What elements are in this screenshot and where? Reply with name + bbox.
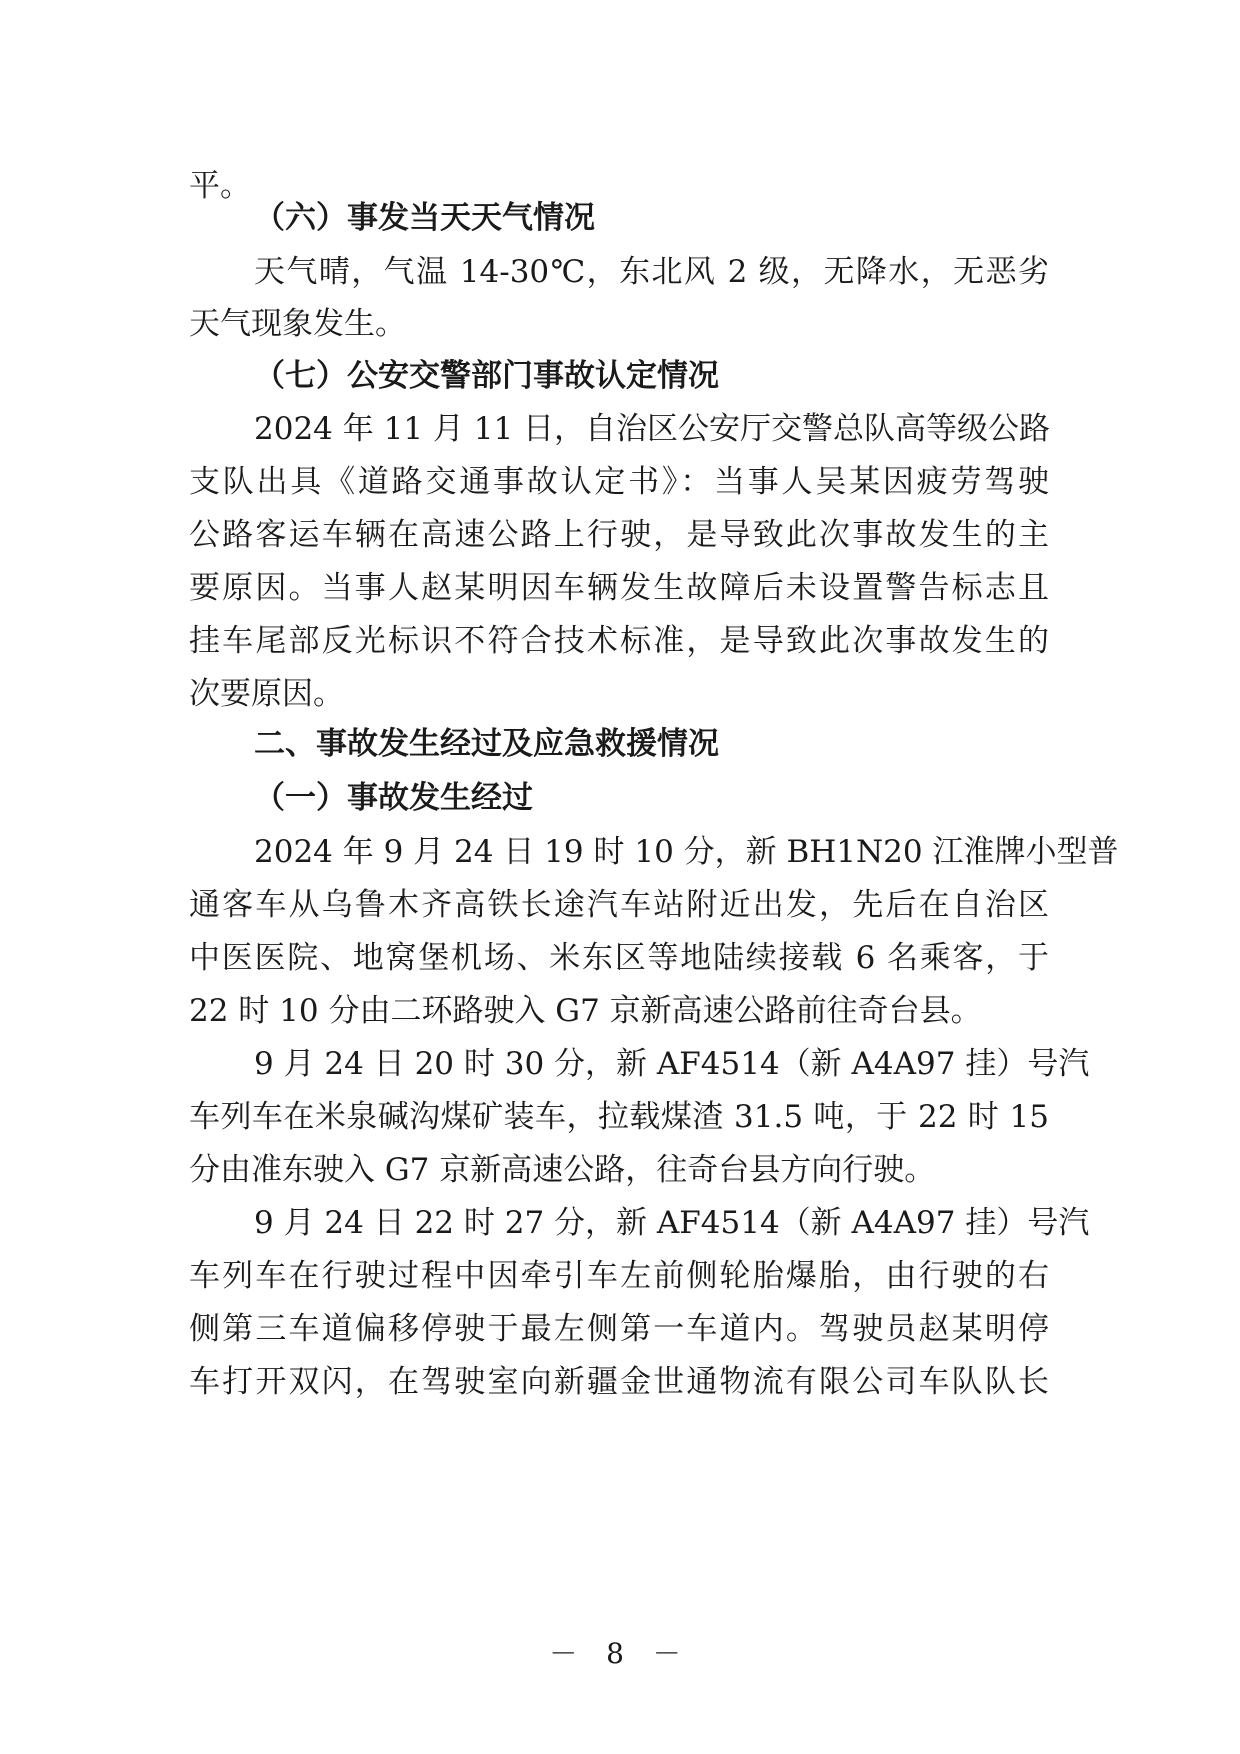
chapter-heading: 二、事故发生经过及应急救援情况 bbox=[254, 726, 719, 762]
body-text-line: 22 时 10 分由二环路驶入 G7 京新高速公路前往奇台县。 bbox=[189, 993, 982, 1029]
page-number: － 8 － bbox=[549, 1637, 691, 1670]
body-text-line: 平。 bbox=[189, 168, 251, 204]
body-text-line: 车列车在米泉碱沟煤矿装车，拉载煤渣 31.5 吨，于 22 时 15 bbox=[189, 1099, 1049, 1135]
body-text-line: 侧第三车道偏移停驶于最左侧第一车道内。驾驶员赵某明停 bbox=[189, 1311, 1049, 1347]
body-text-line: 通客车从乌鲁木齐高铁长途汽车站附近出发，先后在自治区 bbox=[189, 887, 1049, 923]
section-heading: （六）事发当天天气情况 bbox=[254, 200, 595, 236]
body-text-line: 挂车尾部反光标识不符合技术标准，是导致此次事故发生的 bbox=[189, 623, 1049, 659]
body-text-line: 公路客运车辆在高速公路上行驶，是导致此次事故发生的主 bbox=[189, 517, 1049, 553]
body-text-line: 次要原因。 bbox=[189, 676, 344, 712]
body-text-line: 要原因。当事人赵某明因车辆发生故障后未设置警告标志且 bbox=[189, 570, 1049, 606]
body-text-line: 9 月 24 日 20 时 30 分，新 AF4514（新 A4A97 挂）号汽 bbox=[254, 1046, 1090, 1082]
section-heading: （七）公安交警部门事故认定情况 bbox=[254, 358, 719, 394]
section-heading: （一）事故发生经过 bbox=[254, 780, 533, 816]
body-text-line: 2024 年 9 月 24 日 19 时 10 分，新 BH1N20 江淮牌小型普 bbox=[254, 834, 1119, 870]
body-text-line: 分由准东驶入 G7 京新高速公路，往奇台县方向行驶。 bbox=[189, 1152, 936, 1188]
body-text-line: 车列车在行驶过程中因牵引车左前侧轮胎爆胎，由行驶的右 bbox=[189, 1258, 1049, 1294]
body-text-line: 车打开双闪，在驾驶室向新疆金世通物流有限公司车队队长 bbox=[189, 1364, 1049, 1400]
body-text-line: 2024 年 11 月 11 日，自治区公安厅交警总队高等级公路 bbox=[254, 411, 1051, 447]
body-text-line: 支队出具《道路交通事故认定书》：当事人吴某因疲劳驾驶 bbox=[189, 464, 1049, 500]
body-text-line: 9 月 24 日 22 时 27 分，新 AF4514（新 A4A97 挂）号汽 bbox=[254, 1205, 1090, 1241]
body-text-line: 天气晴，气温 14-30℃，东北风 2 级，无降水，无恶劣 bbox=[254, 254, 1049, 290]
body-text-line: 中医医院、地窝堡机场、米东区等地陆续接载 6 名乘客，于 bbox=[189, 940, 1049, 976]
body-text-line: 天气现象发生。 bbox=[189, 306, 406, 342]
